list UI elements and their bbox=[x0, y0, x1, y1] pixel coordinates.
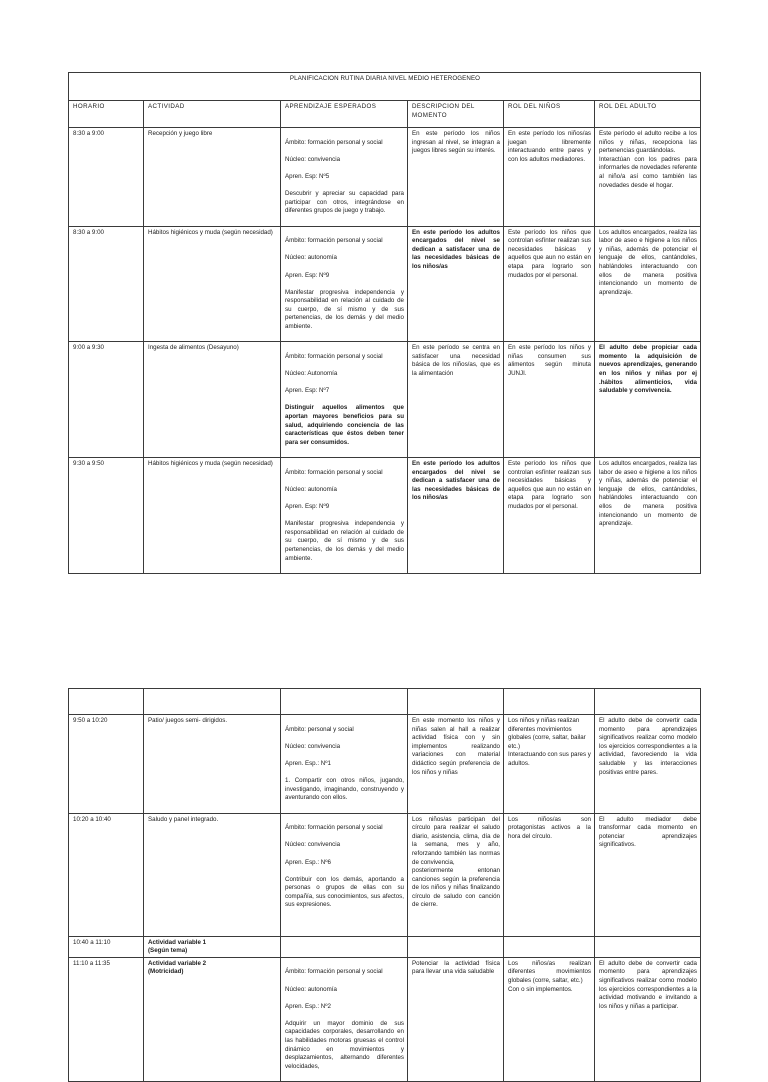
rol-adulto-cell: El adulto mediador debe transformar cada momento en potenciar aprendizajes significativos. bbox=[595, 813, 701, 936]
descripcion-cell bbox=[408, 936, 504, 957]
actividad-cell: Ingesta de alimentos (Desayuno) bbox=[144, 342, 281, 458]
actividad-cell: Saludo y panel integrado. bbox=[144, 813, 281, 936]
header-horario: HORARIO bbox=[69, 101, 144, 128]
apren-esp-text: Apren. Esp: Nº9 bbox=[285, 271, 330, 279]
rol-adulto-cell: Los adultos encargados, realiza las labor de aseo e higiene a los niños y niñas, además de potenciar el lenguaje de ellos, cantándoles, hablándoles interactuando con ellos de manera positiva intencionando un momento de aprendizaje. bbox=[595, 226, 701, 342]
descripcion-cell: En este período los niños ingresan al nivel, se integran a juegos libres según su interés. bbox=[408, 128, 504, 227]
rol-adulto-cell: El adulto debe de convertir cada momento para aprendizajes significativos realizar como modelo los ejercicios correspondientes a la actividad motivando e invitando a los niños y niñas a participar. bbox=[595, 957, 701, 1081]
aprendizaje-text: 1. Compartir con otros niños, jugando, investigando, imaginando, construyendo y aventurando con ellos. bbox=[285, 777, 404, 802]
horario-cell: 8:30 a 9:00 bbox=[69, 226, 144, 342]
horario-cell: 9:30 a 9:50 bbox=[69, 457, 144, 573]
horario-cell: 9:00 a 9:30 bbox=[69, 342, 144, 458]
header-actividad: ACTIVIDAD bbox=[144, 101, 281, 128]
horario-cell: 10:40 a 11:10 bbox=[69, 936, 144, 957]
table-row bbox=[69, 457, 701, 573]
table-row bbox=[69, 342, 701, 458]
table-row bbox=[69, 128, 701, 227]
apren-esp-text: Apren. Esp.: Nº1 bbox=[285, 759, 331, 767]
actividad-cell: Actividad variable 1 (Según tema) bbox=[144, 936, 281, 957]
routine-table bbox=[68, 72, 701, 574]
table-row bbox=[69, 936, 701, 957]
descripcion-cell: En este momento los niños y niñas salen al hall a realizar actividad física con y sin implementos realizando variaciones con material didáctico según preferencia de los niños y niñas bbox=[408, 715, 504, 814]
aprendizaje-text: Contribuir con los demás, aportando a personas o grupos de ellas con su compañía, sus conocimientos, sus afectos, sus expresiones. bbox=[285, 875, 404, 909]
ambito-text: Ámbito: formación personal y social bbox=[285, 968, 383, 976]
aprendizaje-text: Manifestar progresiva independencia y responsabilidad en relación al cuidado de su cuerpo, de sí mismo y de sus pertenencias, de los demás y del medio ambiente. bbox=[285, 520, 404, 562]
rol-ninos-cell: Los niños y niñas realizan diferentes movimientos globales (corre, saltar, bailar etc.) Interactuando con sus pares y adultos. bbox=[504, 715, 595, 814]
table-row bbox=[69, 715, 701, 814]
table-row bbox=[69, 226, 701, 342]
nucleo-text: Núcleo: autonomía bbox=[285, 254, 337, 262]
aprendizaje-cell bbox=[281, 813, 408, 936]
empty-cell bbox=[69, 689, 144, 715]
aprendizaje-cell bbox=[281, 957, 408, 1081]
aprendizaje-cell bbox=[281, 936, 408, 957]
title-row bbox=[69, 73, 701, 101]
header-rol-ninos: ROL DEL NIÑOS bbox=[504, 101, 595, 128]
ambito-text: Ámbito: formación personal y social bbox=[285, 824, 383, 832]
nucleo-text: Núcleo: Autonomía bbox=[285, 370, 338, 378]
aprendizaje-cell bbox=[281, 342, 408, 458]
empty-cell bbox=[144, 689, 281, 715]
table-row bbox=[69, 813, 701, 936]
routine-table-continued bbox=[68, 688, 701, 1082]
descripcion-cell: En este período los adultos encargados del nivel se dedican a satisfacer una de las necesidades básicas de los niños/as bbox=[408, 226, 504, 342]
apren-esp-text: Apren. Esp.: Nº6 bbox=[285, 858, 331, 866]
table-row bbox=[69, 957, 701, 1081]
nucleo-text: Núcleo: autonomía bbox=[285, 985, 337, 993]
apren-esp-text: Apren. Esp: Nº5 bbox=[285, 172, 330, 180]
empty-cell bbox=[408, 689, 504, 715]
rol-ninos-cell: Este período los niños que controlan esfínter realizan sus necesidades básicas y aquellos que aun no están en etapa para lograrlo son mudados por el personal. bbox=[504, 457, 595, 573]
apren-esp-text: Apren. Esp: Nº7 bbox=[285, 387, 330, 395]
descripcion-cell: En este período los adultos encargados del nivel se dedican a satisfacer una de las necesidades básicas de los niños/as bbox=[408, 457, 504, 573]
aprendizaje-text: Descubrir y apreciar su capacidad para participar con otros, integrándose en diferentes grupos de juego y trabajo. bbox=[285, 190, 404, 215]
descripcion-cell: En este período se centra en satisfacer una necesidad básica de los niños/as, que es la alimentación bbox=[408, 342, 504, 458]
horario-cell: 8:30 a 9:00 bbox=[69, 128, 144, 227]
rol-ninos-cell bbox=[504, 936, 595, 957]
apren-esp-text: Apren. Esp: Nº9 bbox=[285, 502, 330, 510]
rol-adulto-cell: El adulto debe de convertir cada momento para aprendizajes significativos realizar como modelo los ejercicios correspondientes a la actividad, favoreciendo la vida saludable y las interacciones positivas entre pares. bbox=[595, 715, 701, 814]
actividad-cell: Recepción y juego libre bbox=[144, 128, 281, 227]
nucleo-text: Núcleo: convivencia bbox=[285, 155, 341, 163]
aprendizaje-text: Manifestar progresiva independencia y responsabilidad en relación al cuidado de su cuerpo, de sí mismo y de sus pertenencias, de los demás y del medio ambiente. bbox=[285, 288, 404, 331]
rol-ninos-cell: Este período los niños que controlan esfínter realizan sus necesidades básicas y aquellos que aun no están en etapa para lograrlo son mudados por el personal. bbox=[504, 226, 595, 342]
aprendizaje-cell bbox=[281, 715, 408, 814]
descripcion-cell: Potenciar la actividad física para llevar una vida saludable bbox=[408, 957, 504, 1081]
rol-ninos-cell: Los niños/as son protagonistas activos a la hora del círculo. bbox=[504, 813, 595, 936]
header-descripcion: DESCRIPCION DEL MOMENTO bbox=[408, 101, 504, 128]
empty-cell bbox=[504, 689, 595, 715]
header-row bbox=[69, 101, 701, 128]
actividad-cell: Hábitos higiénicos y muda (según necesidad) bbox=[144, 457, 281, 573]
ambito-text: Ámbito: formación personal y social bbox=[285, 468, 383, 476]
actividad-cell: Hábitos higiénicos y muda (según necesidad) bbox=[144, 226, 281, 342]
horario-cell: 11:10 a 11:35 bbox=[69, 957, 144, 1081]
header-rol-adulto: ROL DEL ADULTO bbox=[595, 101, 701, 128]
rol-adulto-cell bbox=[595, 936, 701, 957]
nucleo-text: Núcleo: convivencia bbox=[285, 841, 341, 849]
rol-ninos-cell: Los niños/as realizan diferentes movimientos globales (corre, saltar, etc.) Con o sin implementos. bbox=[504, 957, 595, 1081]
apren-esp-text: Apren. Esp.: Nº2 bbox=[285, 1002, 331, 1010]
ambito-text: Ámbito: formación personal y social bbox=[285, 138, 383, 146]
horario-cell: 10:20 a 10:40 bbox=[69, 813, 144, 936]
nucleo-text: Núcleo: autonomía bbox=[285, 485, 337, 493]
descripcion-cell: Los niños/as participan del círculo para realizar el saludo diario, asistencia, clima, día de la semana, mes y año, reforzando también las normas de convivencia, posteriormente entonan canciones según la preferencia de los niños y niñas finalizando círculo de saludo con canción de cierre. bbox=[408, 813, 504, 936]
ambito-text: Ámbito: formación personal y social bbox=[285, 237, 383, 245]
aprendizaje-cell bbox=[281, 226, 408, 342]
empty-header-row bbox=[69, 689, 701, 715]
header-aprendizaje: APRENDIZAJE ESPERADOS bbox=[281, 101, 408, 128]
rol-ninos-cell: En este período los niños/as juegan libremente interactuando entre pares y con los adultos mediadores. bbox=[504, 128, 595, 227]
nucleo-text: Núcleo: convivencia bbox=[285, 742, 341, 750]
actividad-cell: Patio/ juegos semi- dirigidos. bbox=[144, 715, 281, 814]
rol-adulto-cell: Este período el adulto recibe a los niños y niñas, recepciona las pertenencias guardándolas. Interactúan con los padres para informarles de novedades referente al niño/a así como también las novedades desde el hogar. bbox=[595, 128, 701, 227]
actividad-cell: Actividad variable 2 (Motricidad) bbox=[144, 957, 281, 1081]
document-title: PLANIFICACION RUTINA DIARIA NIVEL MEDIO HETEROGENEO bbox=[69, 73, 701, 101]
horario-cell: 9:50 a 10:20 bbox=[69, 715, 144, 814]
aprendizaje-text: Distinguir aquellos alimentos que aportan mayores beneficios para su salud, adquiriendo conciencia de las características que éstos deben tener para ser consumidos. bbox=[285, 404, 404, 446]
aprendizaje-cell bbox=[281, 457, 408, 573]
aprendizaje-text: Adquirir un mayor dominio de sus capacidades corporales, desarrollando en las habilidades motoras gruesas el control dinámico en movimientos y desplazamientos, alternando diferentes velocidades, bbox=[285, 1019, 404, 1070]
rol-adulto-cell: El adulto debe propiciar cada momento la adquisición de nuevos aprendizajes, generando en los niños y niñas por ej .hábitos alimenticios, vida saludable y convivencia. bbox=[595, 342, 701, 458]
rol-adulto-cell: Los adultos encargados, realiza las labor de aseo e higiene a los niños y niñas, además de potenciar el lenguaje de ellos, cantándoles, hablándoles interactuando con ellos de manera positiva intencionando un momento de aprendizaje. bbox=[595, 457, 701, 573]
ambito-text: Ámbito: formación personal y social bbox=[285, 352, 383, 360]
rol-ninos-cell: En este período los niños y niñas consumen sus alimentos según minuta JUNJI. bbox=[504, 342, 595, 458]
ambito-text: Ámbito: personal y social bbox=[285, 725, 354, 733]
empty-cell bbox=[595, 689, 701, 715]
aprendizaje-cell bbox=[281, 128, 408, 227]
empty-cell bbox=[281, 689, 408, 715]
